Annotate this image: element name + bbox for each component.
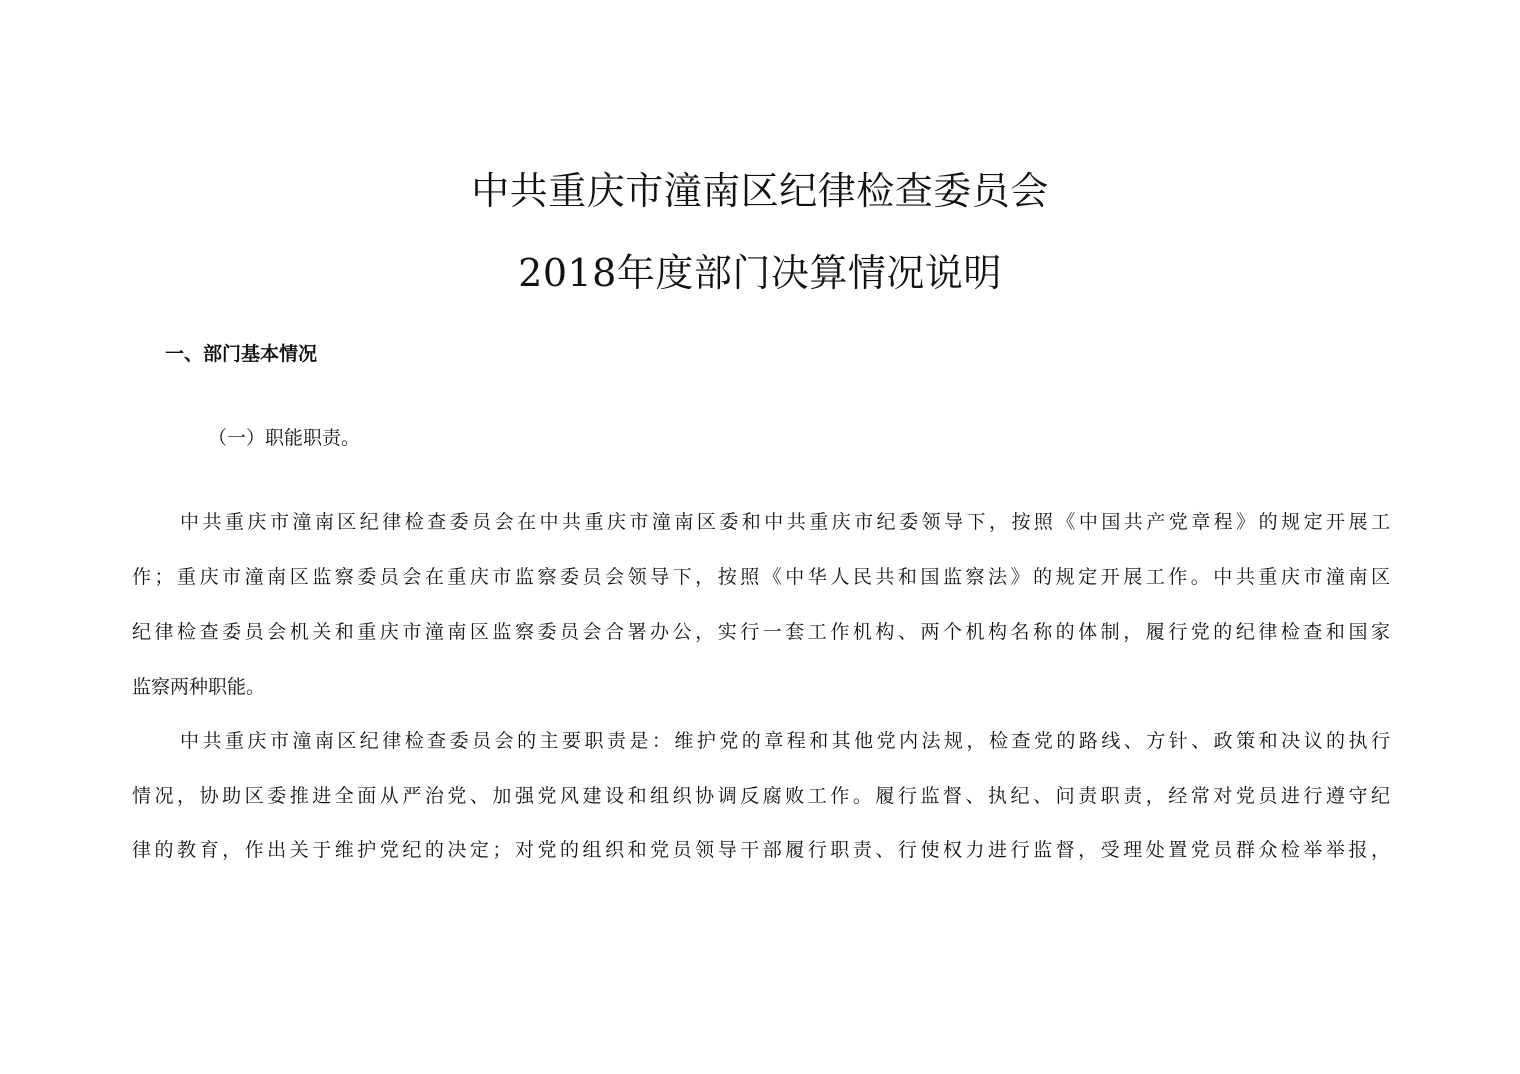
section-heading-basic-info: 一、部门基本情况 [165, 343, 318, 365]
paragraph1-line4: 监察两种职能。 [132, 676, 266, 698]
paragraph1-line1: 中共重庆市潼南区纪律检查委员会在中共重庆市潼南区委和中共重庆市纪委领导下，按照《中国共产党章程》的规定开展工 [180, 511, 1390, 533]
paragraph2-line3: 律的教育，作出关于维护党纪的决定；对党的组织和党员领导干部履行职责、行使权力进行监督，受理处置党员群众检举举报， [132, 839, 1390, 861]
paragraph1-line3: 纪律检查委员会机关和重庆市潼南区监察委员会合署办公，实行一套工作机构、两个机构名称的体制，履行党的纪律检查和国家 [132, 621, 1390, 643]
subsection-heading-functions: （一）职能职责。 [208, 427, 361, 449]
paragraph1-line2: 作；重庆市潼南区监察委员会在重庆市监察委员会领导下，按照《中华人民共和国监察法》的规定开展工作。中共重庆市潼南区 [132, 566, 1390, 588]
document-title-line2: 2018年度部门决算情况说明 [518, 251, 1002, 295]
paragraph2-line2: 情况，协助区委推进全面从严治党、加强党风建设和组织协调反腐败工作。履行监督、执纪、问责职责，经常对党员进行遵守纪 [132, 785, 1390, 807]
paragraph2-line1: 中共重庆市潼南区纪律检查委员会的主要职责是：维护党的章程和其他党内法规，检查党的路线、方针、政策和决议的执行 [180, 730, 1390, 752]
document-title-line1: 中共重庆市潼南区纪律检查委员会 [471, 169, 1049, 213]
